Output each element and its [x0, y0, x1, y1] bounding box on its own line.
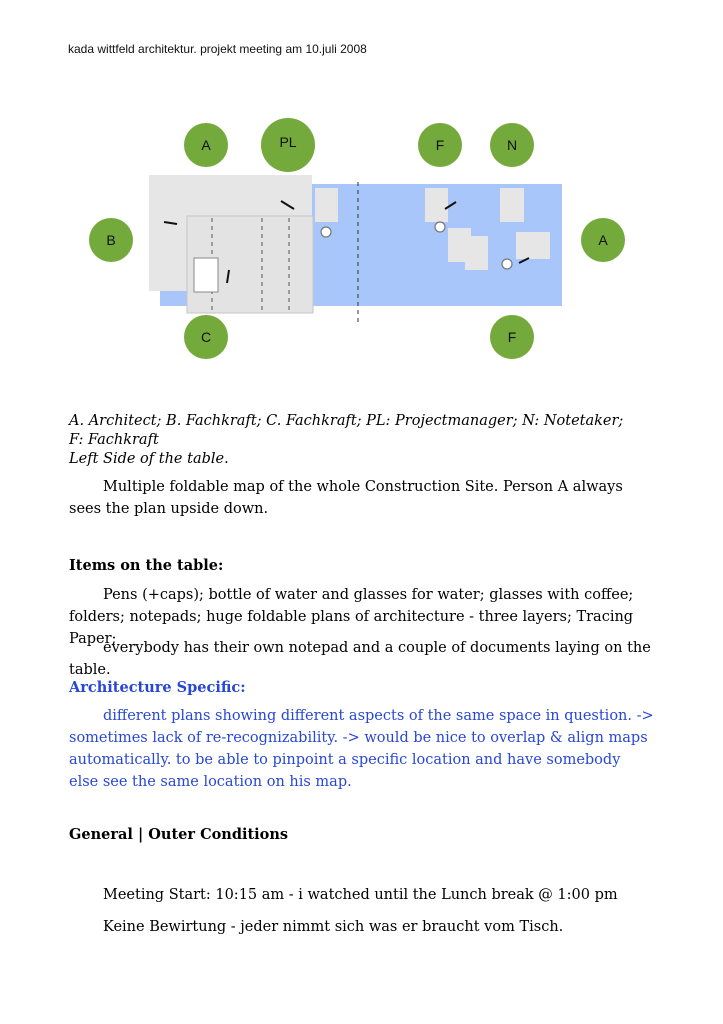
person-label: F — [507, 329, 517, 345]
diagram-caption — [69, 412, 629, 469]
glass-icon — [435, 222, 445, 232]
page-header: kada wittfeld architektur. projekt meeting am 10.juli 2008 — [68, 42, 367, 56]
person-label: B — [106, 232, 116, 248]
notepad-paragraph: everybody has their own notepad and a couple of documents laying on the table. — [69, 640, 651, 678]
person-marker — [581, 218, 625, 262]
glass-icon — [502, 259, 512, 269]
person-label: C — [200, 329, 212, 345]
meeting-start-paragraph: Meeting Start: 10:15 am - i watched until the Lunch break @ 1:00 pm — [103, 887, 618, 903]
general-heading: General | Outer Conditions — [69, 826, 289, 843]
person-marker — [418, 123, 462, 167]
paper-sheet — [516, 232, 550, 259]
caption-note: Left Side of the table. — [69, 451, 229, 467]
architecture-heading: Architecture Specific: — [69, 679, 246, 696]
person-marker — [184, 123, 228, 167]
person-label: A — [201, 137, 211, 153]
glass-icon — [321, 227, 331, 237]
person-marker — [184, 315, 228, 359]
paper-sheet — [425, 188, 448, 222]
person-marker — [490, 123, 534, 167]
legend-text: A. Architect; B. Fachkraft; C. Fachkraft; PL: Projectmanager; N: Notetaker; F: Fachkraft — [69, 413, 624, 448]
seating-diagram — [0, 0, 723, 400]
person-marker — [89, 218, 133, 262]
person-label: A — [598, 232, 608, 248]
person-label: F — [435, 137, 445, 153]
catering-paragraph: Keine Bewirtung - jeder nimmt sich was er braucht vom Tisch. — [103, 919, 564, 935]
paper-sheet — [500, 188, 524, 222]
paper-sheet — [315, 188, 338, 222]
paper-sheet — [465, 236, 488, 270]
person-marker — [261, 118, 315, 172]
items-heading: Items on the table: — [69, 557, 224, 574]
person-marker — [490, 315, 534, 359]
architecture-paragraph: different plans showing different aspects of the same space in question. -> sometimes lack of re-recognizability. -> would be nice to overlap & align maps automatically. to be able to pinpoint a specific location and have somebody else see the same location on his map. — [69, 708, 654, 790]
notepad — [194, 258, 218, 292]
person-label: PL — [279, 134, 297, 150]
person-label: N — [506, 137, 518, 153]
items-paragraph: Pens (+caps); bottle of water and glasses for water; glasses with coffee; folders; notepads; huge foldable plans of architecture - three layers; Tracing Paper; — [69, 587, 634, 647]
map-paragraph: Multiple foldable map of the whole Construction Site. Person A always sees the plan upside down. — [69, 479, 623, 517]
